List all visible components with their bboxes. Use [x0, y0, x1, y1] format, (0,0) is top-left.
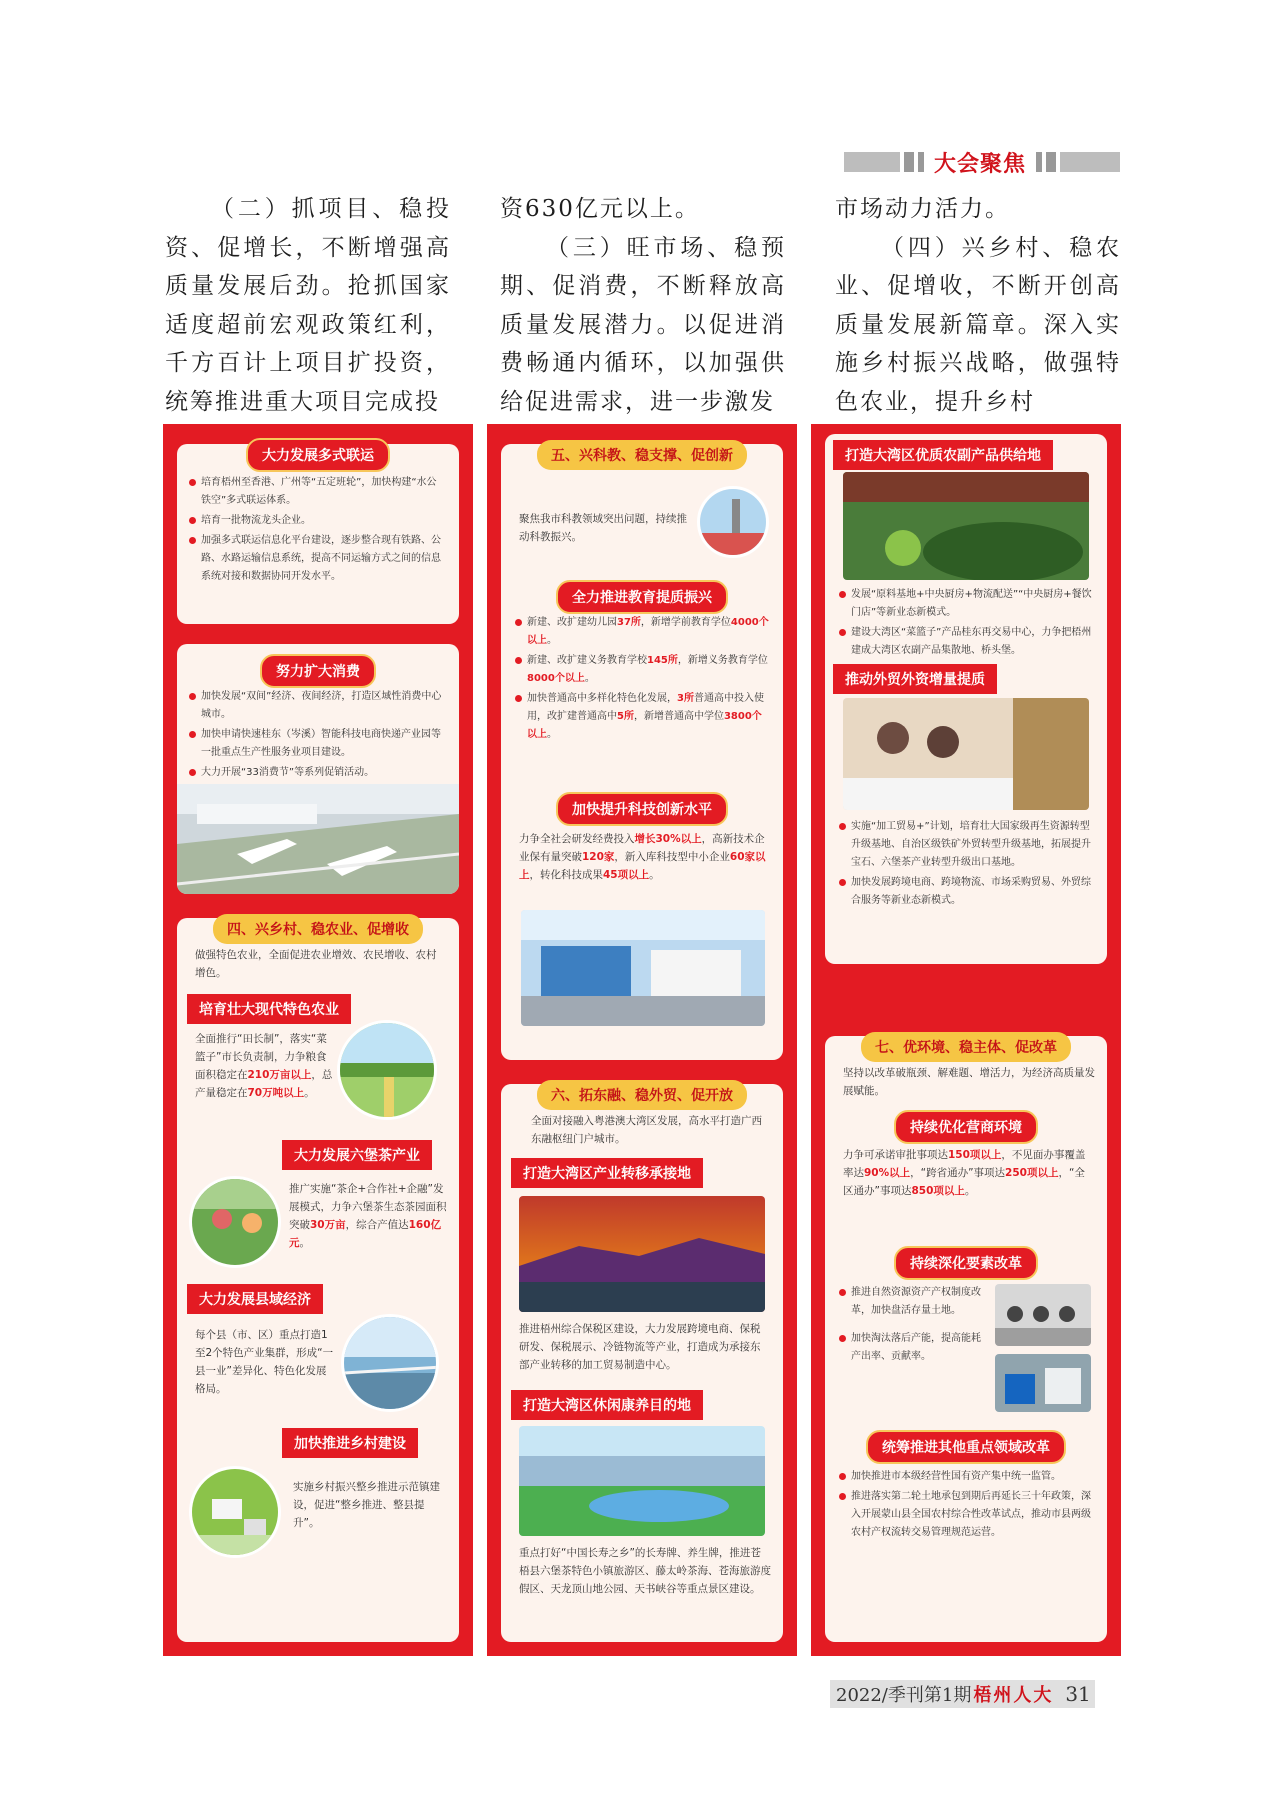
meeting-photo: [995, 1284, 1091, 1346]
subheading: 大力发展六堡茶产业: [282, 1140, 432, 1170]
info-panel-3: [811, 424, 1121, 1656]
info-panel-2: [487, 424, 797, 1656]
subheading: 加快推进乡村建设: [282, 1428, 418, 1458]
card-badge: 持续优化营商环境: [894, 1110, 1038, 1144]
highlight: 160亿元: [289, 1219, 442, 1249]
sub-text: [289, 1180, 447, 1252]
list-item: 加强多式联运信息化平台建设，逐步整合现有铁路、公路、水路运输信息系统，提高不同运输方式之间的信息系统对接和数据协同开发水平。: [187, 532, 445, 586]
card-multimodal: [177, 444, 459, 624]
card-badge: 全力推进教育提质振兴: [556, 580, 728, 614]
list-item: 实施“加工贸易+”计划，培育壮大国家级再生资源转型升级基地、自治区级铁矿外贸转型升级基地，拓展提升宝石、六堡茶产业转型升级出口基地。: [837, 818, 1097, 872]
subheading: 推动外贸外资增量提质: [833, 664, 997, 694]
sub-text: [195, 1030, 335, 1102]
subheading: 大力发展县域经济: [187, 1284, 323, 1314]
rice-field-photo: [337, 1020, 437, 1120]
text: 。: [649, 869, 660, 881]
sub-text: 每个县（市、区）重点打造1至2个特色产业集群，形成“一县一业”差异化、特色化发展格局。: [195, 1329, 334, 1395]
tea-garden-photo: [189, 1176, 281, 1268]
subheading: 打造大湾区优质农副产品供给地: [833, 440, 1053, 470]
lake-city-photo: [519, 1426, 765, 1536]
village-photo: [189, 1466, 281, 1558]
card-trade: [825, 434, 1107, 964]
text: ，“全区通办”事项达: [843, 1167, 1085, 1197]
bullet-list: [513, 614, 771, 746]
paragraph: （四）兴乡村、稳农业、促增收，不断开创高质量发展新篇章。深入实施乡村振兴战略，做强特色农业，提升乡村: [835, 234, 1121, 415]
list-item: 加快发展“双间”经济、夜间经济，打造区域性消费中心城市。: [187, 688, 445, 724]
highlight: 150项以上: [948, 1149, 1002, 1161]
card-badge: 四、兴乡村、稳农业、促增收: [213, 914, 423, 944]
highlight: 3800个以上: [527, 711, 762, 740]
card-consumption: [177, 644, 459, 894]
campus-photo: [697, 486, 769, 558]
bullet-list: [187, 688, 445, 784]
card-text: [519, 830, 771, 884]
card-badge: 统筹推进其他重点领域改革: [866, 1430, 1066, 1464]
card-opening-up: [501, 1084, 783, 1642]
card-badge: 六、拓东融、稳外贸、促开放: [537, 1080, 747, 1110]
text: 。: [304, 1087, 315, 1099]
card-badge: 七、优环境、稳主体、促改革: [861, 1032, 1071, 1062]
list-item: 加快发展跨境电商、跨境物流、市场采购贸易、外贸综合服务等新业态新模式。: [837, 874, 1097, 910]
list-item: 大力开展“33消费节”等系列促销活动。: [187, 764, 445, 782]
text: ，总产量稳定在: [195, 1069, 333, 1099]
list-item: [513, 690, 771, 744]
text: 推广实施“茶企+合作社+企融”发展模式，力争六堡茶生态茶园面积突破: [289, 1183, 447, 1231]
card-intro: 全面对接融入粤港澳大湾区发展，高水平打造广西东融枢纽门户城市。: [531, 1115, 762, 1145]
sub-text: 实施乡村振兴整乡推进示范镇建设，促进“整乡推进、整县提升”。: [293, 1481, 440, 1529]
image-illustration: [519, 1196, 765, 1312]
highlight: 45项以上: [603, 869, 650, 881]
sub-text: 重点打好“中国长寿之乡”的长寿牌、养生牌，推进苍梧县六堡茶特色小镇旅游区、藤太岭茶海、苍海旅游度假区、天龙顶山地公园、天书峡谷等重点景区建设。: [519, 1547, 771, 1595]
text: ，综合产值达: [345, 1219, 409, 1231]
card-badge: 努力扩大消费: [260, 654, 376, 688]
text: 力争全社会研发经费投入: [519, 833, 635, 845]
subheading: 培育壮大现代特色农业: [187, 994, 351, 1024]
section-header: [844, 150, 1120, 177]
bullet-list: [837, 1284, 987, 1368]
bullet-list: [187, 474, 445, 588]
list-item: 加快推进市本级经营性国有资产集中统一监管。: [837, 1468, 1095, 1486]
image-illustration: [843, 472, 1089, 580]
text: 。: [547, 635, 557, 646]
highlight: 8000个以上: [527, 673, 585, 684]
image-illustration: [192, 1469, 281, 1558]
header-bar: [1046, 152, 1056, 172]
subheading: 打造大湾区休闲康养目的地: [511, 1390, 703, 1420]
highlight: 145所: [647, 655, 678, 666]
airport-photo: [177, 784, 459, 894]
issue-label: 2022/季刊第1期: [836, 1685, 972, 1706]
header-bar: [1036, 152, 1042, 172]
highlight: 增长30%以上: [634, 833, 702, 845]
text: 。: [299, 1237, 310, 1249]
image-illustration: [995, 1354, 1091, 1412]
section-title: 大会聚焦: [934, 151, 1027, 177]
card-reform: [825, 1036, 1107, 1642]
paragraph: （三）旺市场、稳预期、促消费，不断释放高质量发展潜力。以促进消费畅通内循环，以加强供给促进需求，进一步激发: [500, 234, 786, 415]
list-item: 加快淘汰落后产能，提高能耗产出率、贡献率。: [837, 1330, 987, 1366]
header-bar-left: [844, 152, 900, 172]
list-item: 推进落实第二轮土地承包到期后再延长三十年政策，深入开展蒙山县全国农村综合性改革试点，推动市县两级农村产权流转交易管理规范运营。: [837, 1488, 1095, 1542]
highlight: 250项以上: [1005, 1167, 1059, 1179]
card-intro: 聚焦我市科教领域突出问题，持续推动科教振兴。: [519, 513, 687, 543]
text: 加快普通高中多样化特色化发展，: [527, 693, 677, 704]
header-bar-right: [1060, 152, 1120, 172]
image-illustration: [700, 489, 769, 558]
text: 全面推行“田长制”，落实“菜篮子”市长负责制，力争粮食面积稳定在: [195, 1033, 327, 1081]
text: 新建、改扩建义务教育学校: [527, 655, 647, 666]
header-bar: [918, 152, 924, 172]
list-item: [513, 652, 771, 688]
text: ，新增学前教育学位: [640, 617, 731, 628]
highlight: 850项以上: [911, 1185, 965, 1197]
text: ，高新技术企业保有量突破: [519, 833, 765, 863]
text: 。: [547, 729, 557, 740]
bridge-photo: [341, 1314, 439, 1412]
text: 普通高中投入使用，改扩建普通高中: [527, 693, 764, 722]
text-column-3: [835, 190, 1121, 422]
text: ，不见面办事覆盖率达: [843, 1149, 1086, 1179]
text: ，新增义务教育学位: [677, 655, 768, 666]
trade-fair-photo: [843, 698, 1089, 810]
page-number: 31: [1065, 1682, 1091, 1706]
list-item: 加快申请快速桂东（岑溪）智能科技电商快递产业园等一批重点生产性服务业项目建设。: [187, 726, 445, 762]
sub-text: 推进梧州综合保税区建设，大力发展跨境电商、保税研发、保税展示、冷链物流等产业，打造成为承接东部产业转移的加工贸易制造中心。: [519, 1323, 761, 1371]
text: 新建、改扩建幼儿园: [527, 617, 617, 628]
image-illustration: [340, 1023, 437, 1120]
text-column-2: [500, 190, 786, 422]
text: ，新入库科技型中小企业: [614, 851, 730, 863]
factory-photo: [995, 1354, 1091, 1412]
list-item: 建设大湾区“菜篮子”产品桂东再交易中心，力争把梧州建成大湾区农副产品集散地、桥头堡。: [837, 624, 1097, 660]
card-badge: 加快提升科技创新水平: [556, 792, 728, 826]
text: 力争可承诺审批事项达: [843, 1149, 948, 1161]
list-item: 培育一批物流龙头企业。: [187, 512, 445, 530]
image-illustration: [521, 910, 765, 1026]
text: 。: [584, 673, 595, 684]
info-panel-1: [163, 424, 473, 1656]
image-illustration: [843, 698, 1089, 810]
card-badge: 大力发展多式联运: [246, 438, 390, 472]
list-item: 发展“原料基地+中央厨房+物流配送”“中央厨房+餐饮门店”等新业态新模式。: [837, 586, 1097, 622]
text: ，新增普通高中学位: [633, 711, 724, 722]
image-illustration: [995, 1284, 1091, 1346]
highlight: 120家: [582, 851, 615, 863]
card-intro: 坚持以改革破瓶颈、解难题、增活力，为经济高质量发展赋能。: [843, 1067, 1095, 1097]
magazine-name: 梧州人大: [973, 1685, 1054, 1706]
bullet-list: [837, 1468, 1095, 1544]
list-item: 推进自然资源资产产权制度改革，加快盘活存量土地。: [837, 1284, 987, 1320]
highlight: 90%以上: [864, 1167, 911, 1179]
night-city-photo: [519, 1196, 765, 1312]
list-item: [513, 614, 771, 650]
airport-illustration: [177, 784, 459, 894]
card-text: [843, 1146, 1095, 1200]
text: ，转化科技成果: [529, 869, 603, 881]
highlight: 4000个以上: [527, 617, 769, 646]
card-badge: 持续深化要素改革: [894, 1246, 1038, 1280]
header-bar: [904, 152, 914, 172]
subheading: 打造大湾区产业转移承接地: [511, 1158, 703, 1188]
highlight: 5所: [617, 711, 634, 722]
card-intro: 做强特色农业，全面促进农业增效、农民增收、农村增色。: [195, 949, 437, 979]
text-column-1: [165, 190, 451, 422]
paragraph: 市场动力活力。: [835, 196, 1010, 222]
text: 。: [964, 1185, 976, 1197]
bullet-list: [837, 818, 1097, 912]
highlight: 210万亩以上: [247, 1069, 312, 1081]
image-illustration: [192, 1179, 281, 1268]
card-badge: 五、兴科教、稳支撑、促创新: [537, 440, 747, 470]
image-illustration: [344, 1317, 439, 1412]
text: ，“跨省通办”事项达: [910, 1167, 1006, 1179]
highlight: 60家以上: [519, 851, 766, 881]
bullet-list: [837, 586, 1097, 662]
paragraph: 资630亿元以上。: [500, 196, 700, 222]
exhibition-photo: [521, 910, 765, 1026]
paragraph: （二）抓项目、稳投资、促增长，不断增强高质量发展后劲。抢抓国家适度超前宏观政策红利，千方百计上项目扩投资，统筹推进重大项目完成投: [165, 196, 451, 415]
card-education: [501, 444, 783, 1060]
market-photo: [843, 472, 1089, 580]
highlight: 3所: [677, 693, 694, 704]
highlight: 70万吨以上: [247, 1087, 305, 1099]
page-footer: [830, 1680, 1120, 1708]
list-item: 培育梧州至香港、广州等“五定班轮”，加快构建“水公铁空”多式联运体系。: [187, 474, 445, 510]
highlight: 37所: [617, 617, 641, 628]
highlight: 30万亩: [310, 1219, 346, 1231]
image-illustration: [519, 1426, 765, 1536]
card-rural: [177, 918, 459, 1642]
